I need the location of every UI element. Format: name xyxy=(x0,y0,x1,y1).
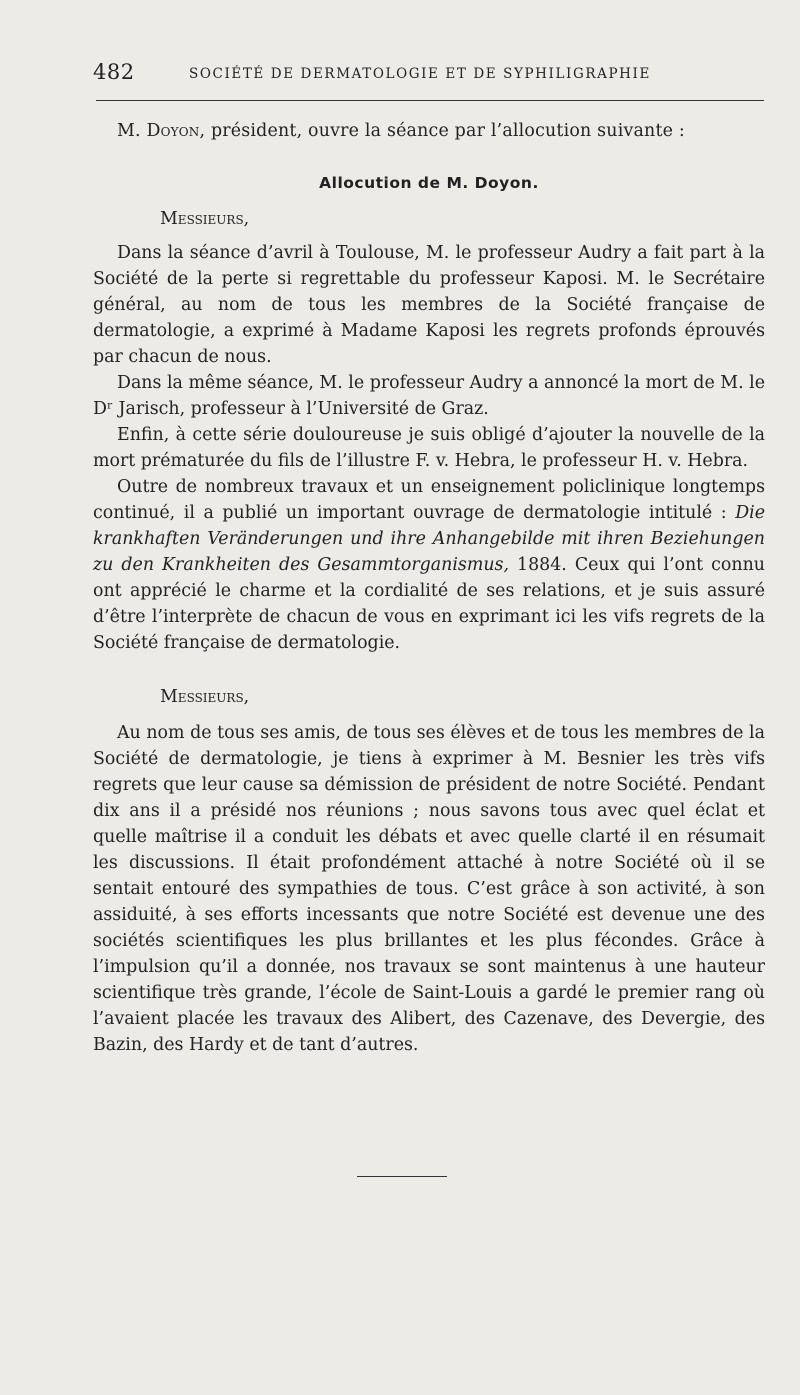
paragraph-kaposi: Dans la séance d’avril à Toulouse, M. le professeur Audry a fait part à la Société de la perte si regrettable du professeur Kaposi. M. le Secrétaire général, au nom de tous les membres de la Société française de dermatologie, a exprimé à Madame Kaposi les regrets profonds éprouvés par chacun de nous. xyxy=(93,243,765,367)
end-rule xyxy=(357,1176,447,1177)
allocution-title: Allocution de M. Doyon. xyxy=(319,174,539,192)
salutation-2: Messieurs, xyxy=(160,687,250,707)
page-header xyxy=(93,60,765,90)
paragraph-hebra-death: Enfin, à cette série douloureuse je suis obligé d’ajouter la nouvelle de la mort prématurée du fils de l’illustre F. v. Hebra, le professeur H. v. Hebra. xyxy=(93,425,765,471)
header-rule xyxy=(96,100,764,101)
hebra-text-before: Outre de nombreux travaux et un enseignement policlinique longtemps continué, il a publié un important ouvrage de dermatologie intitulé : xyxy=(93,477,765,523)
speaker-name: M. Doyon, xyxy=(117,121,206,141)
book-title: Die krankhaften Veränderungen und ihre Anhangebilde mit ihren Beziehungen zu den Krankheiten des Gesammtorganismus, xyxy=(93,503,765,575)
intro-text: président, ouvre la séance par l’allocution suivante : xyxy=(205,121,685,141)
paragraph-hebra-works xyxy=(93,474,765,656)
page-number: 482 xyxy=(93,60,135,84)
intro-paragraph xyxy=(93,118,765,144)
hebra-text-after: 1884. Ceux qui l’ont connu ont apprécié le charme et la cordialité de ses relations, et je suis assuré d’être l’interprète de chacun de vous en exprimant ici les vifs regrets de la Société française de dermatologie. xyxy=(93,555,765,653)
running-head: SOCIÉTÉ DE DERMATOLOGIE ET DE SYPHILIGRAPHIE xyxy=(189,66,651,82)
paragraph-besnier: Au nom de tous ses amis, de tous ses élèves et de tous les membres de la Société de dermatologie, je tiens à exprimer à M. Besnier les très vifs regrets que leur cause sa démission de président de notre Société. Pendant dix ans il a présidé nos réunions ; nous savons tous avec quel éclat et quelle maîtrise il a conduit les débats et avec quelle clarté il en résumait les discussions. Il était profondément attaché à notre Société où il se sentait entouré des sympathies de tous. C’est grâce à son activité, à son assiduité, à ses efforts incessants que notre Société est devenue une des sociétés scientifiques les plus brillantes et les plus fécondes. Grâce à l’impulsion qu’il a donnée, nos travaux se sont maintenus à une hauteur scientifique très grande, l’école de Saint-Louis a gardé le premier rang où l’avaient placée les travaux des Alibert, des Cazenave, des Devergie, des Bazin, des Hardy et de tant d’autres. xyxy=(93,723,765,1055)
paragraph-jarisch: Dans la même séance, M. le professeur Audry a annoncé la mort de M. le Dʳ Jarisch, professeur à l’Université de Graz. xyxy=(93,373,765,419)
salutation-1: Messieurs, xyxy=(160,209,250,229)
body-text xyxy=(93,118,765,1058)
